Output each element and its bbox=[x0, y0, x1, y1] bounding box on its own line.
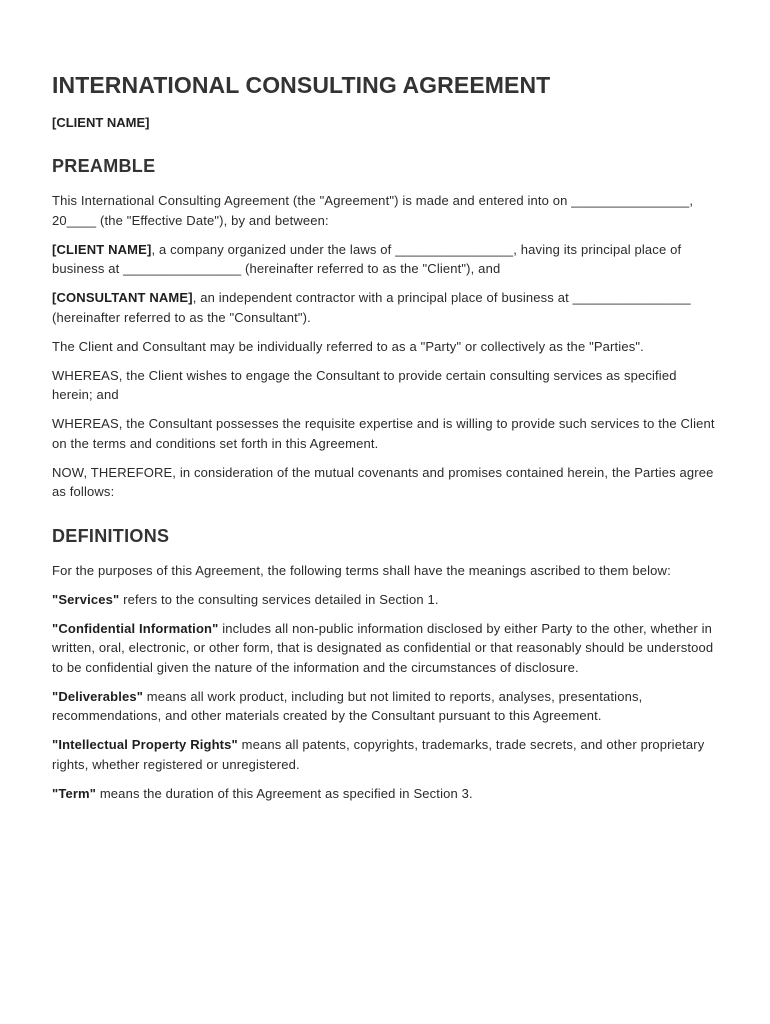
document-title: INTERNATIONAL CONSULTING AGREEMENT bbox=[52, 72, 551, 98]
preamble-paragraph-7: NOW, THEREFORE, in consideration of the mutual covenants and promises contained herein, the Parties agree as follows: bbox=[52, 464, 714, 499]
definition-term: "Intellectual Property Rights" bbox=[52, 737, 238, 752]
definitions-intro: For the purposes of this Agreement, the following terms shall have the meanings ascribed to them below: bbox=[52, 562, 671, 578]
preamble-paragraph-6: WHEREAS, the Consultant possesses the requisite expertise and is willing to provide such services to the Client on the terms and conditions set forth in this Agreement. bbox=[52, 416, 715, 451]
definition-item bbox=[52, 687, 718, 726]
definition-text: means all work product, including but not limited to reports, analyses, presentations, recommendations, and other materials created by the Consultant pursuant to this Agreement. bbox=[52, 688, 643, 723]
preamble-paragraph-3 bbox=[52, 288, 718, 327]
definition-term: "Deliverables" bbox=[52, 688, 144, 704]
definition-term: "Confidential Information" bbox=[52, 620, 219, 636]
preamble-section bbox=[52, 154, 718, 502]
definition-text: means all patents, copyrights, trademarks, trade secrets, and other proprietary rights, whether registered or unregistered. bbox=[52, 737, 705, 772]
definition-text: includes all non-public information disclosed by either Party to the other, whether in written, oral, electronic, or other form, that is designated as confidential or that reasonably should be understood to be confidential given the nature of the information and the circumstances of disclosure. bbox=[52, 620, 714, 675]
definition-item bbox=[52, 735, 718, 774]
preamble-paragraph-1: This International Consulting Agreement (the "Agreement") is made and entered into on ________________, 20____ (the "Effective Date"), by and between: bbox=[52, 193, 694, 228]
definitions-heading: DEFINITIONS bbox=[52, 525, 170, 546]
definition-term: "Services" bbox=[52, 591, 120, 607]
consultant-name-label: [CONSULTANT NAME] bbox=[52, 290, 193, 305]
definition-term: "Term" bbox=[52, 785, 97, 801]
consultant-description: , an independent contractor with a principal place of business at ________________ (hereinafter referred to as the "Consultant"). bbox=[52, 290, 691, 325]
definition-item bbox=[52, 619, 718, 678]
definition-item bbox=[52, 590, 718, 610]
client-description: , a company organized under the laws of ________________, having its principal place of business at ________________ (hereinafter referred to as the "Client"), and bbox=[52, 241, 682, 276]
client-name-placeholder: [CLIENT NAME] bbox=[52, 115, 150, 130]
preamble-paragraph-5: WHEREAS, the Client wishes to engage the Consultant to provide certain consulting services as specified herein; and bbox=[52, 367, 677, 402]
definitions-section bbox=[52, 524, 718, 804]
definition-item bbox=[52, 784, 718, 804]
preamble-paragraph-4: The Client and Consultant may be individually referred to as a "Party" or collectively as the "Parties". bbox=[52, 338, 644, 354]
preamble-heading: PREAMBLE bbox=[52, 156, 156, 176]
client-name-label: [CLIENT NAME] bbox=[52, 241, 152, 257]
definition-text: means the duration of this Agreement as specified in Section 3. bbox=[96, 785, 473, 801]
preamble-paragraph-2 bbox=[52, 240, 718, 279]
definition-text: refers to the consulting services detailed in Section 1. bbox=[119, 591, 439, 607]
